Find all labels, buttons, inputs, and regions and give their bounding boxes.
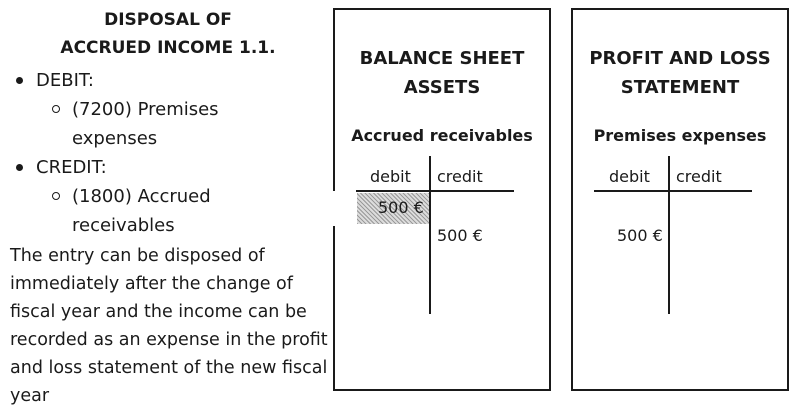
panel-border-gap: [330, 191, 336, 226]
profit-loss-debit-amount: 500 €: [617, 226, 663, 245]
profit-loss-title-line-2: STATEMENT: [620, 77, 740, 98]
debit-account-item: [10, 95, 252, 153]
profit-loss-debit-header: debit: [609, 167, 650, 186]
section-title: [10, 6, 326, 62]
profit-loss-title-line-1: PROFIT AND LOSS: [589, 48, 771, 69]
balance-sheet-t-account-vline: [429, 156, 431, 314]
balance-sheet-t-account-hline: [356, 190, 514, 192]
balance-sheet-title-line-2: ASSETS: [403, 77, 481, 98]
explanation-paragraph: The entry can be disposed of immediately after the change of fiscal year and the income can be recorded as an expense in the profit and loss statement of the new fiscal year: [10, 246, 328, 406]
title-line-2: ACCRUED INCOME 1.1.: [60, 38, 276, 58]
profit-loss-t-account-vline: [668, 156, 670, 314]
profit-loss-title: [573, 44, 787, 102]
balance-sheet-debit-amount: 500 €: [378, 198, 424, 217]
profit-loss-credit-header: credit: [676, 167, 722, 186]
balance-sheet-account-name: Accrued receivables: [351, 126, 533, 145]
credit-account-item: [10, 182, 252, 240]
credit-account-line-1: (1800) Accrued: [72, 186, 211, 207]
profit-loss-panel: [571, 8, 789, 391]
balance-sheet-panel: [333, 8, 551, 391]
credit-account-line-2: receivables: [72, 215, 175, 236]
entry-list: [10, 66, 330, 240]
balance-sheet-debit-header: debit: [370, 167, 411, 186]
balance-sheet-credit-header: credit: [437, 167, 483, 186]
balance-sheet-credit-amount: 500 €: [437, 226, 483, 245]
instruction-section: [10, 6, 330, 410]
profit-loss-t-account-hline: [594, 190, 752, 192]
debit-account-line-2: expenses: [72, 128, 158, 149]
balance-sheet-title: [335, 44, 549, 102]
debit-account-line-1: (7200) Premises: [72, 99, 219, 120]
credit-bullet: CREDIT:: [10, 153, 330, 182]
balance-sheet-title-line-1: BALANCE SHEET: [359, 48, 525, 69]
profit-loss-account-name: Premises expenses: [593, 126, 767, 145]
title-line-1: DISPOSAL OF: [104, 10, 232, 30]
debit-bullet: DEBIT:: [10, 66, 330, 95]
